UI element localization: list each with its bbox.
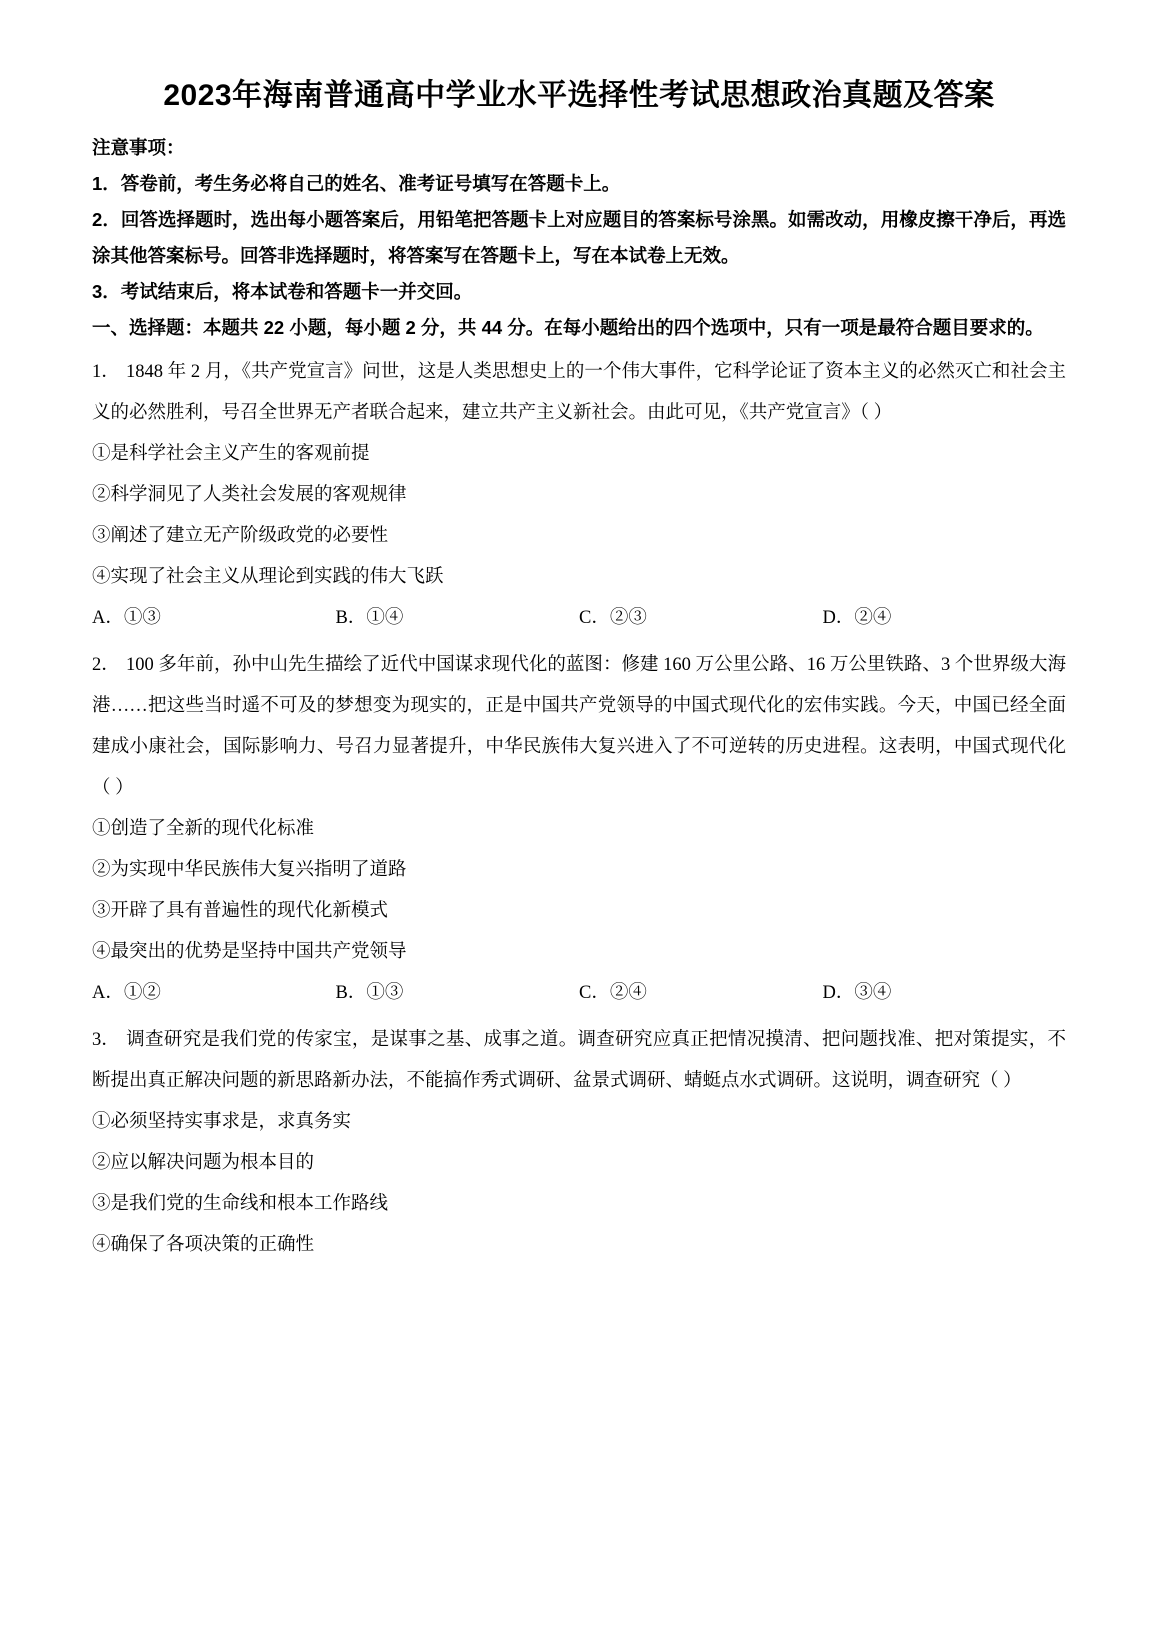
question-stem bbox=[92, 1020, 1066, 1102]
question-number: 1． bbox=[92, 362, 120, 382]
choice-d: D．②④ bbox=[822, 608, 892, 628]
choice-a: A．①② bbox=[92, 983, 161, 1003]
question-option: ②科学洞见了人类社会发展的客观规律 bbox=[92, 485, 407, 505]
question-option: ①创造了全新的现代化标准 bbox=[92, 819, 315, 839]
choice-d: D．③④ bbox=[822, 983, 892, 1003]
question-option: ②为实现中华民族伟大复兴指明了道路 bbox=[92, 860, 407, 880]
page-title: 2023年海南普通高中学业水平选择性考试思想政治真题及答案 bbox=[163, 79, 995, 112]
question-choices bbox=[92, 598, 1066, 639]
question-number: 3． bbox=[92, 1030, 120, 1050]
notice-item-2: 2．回答选择题时，选出每小题答案后，用铅笔把答题卡上对应题目的答案标号涂黑。如需改动，用橡皮擦干净后，再选涂其他答案标号。回答非选择题时，将答案写在答题卡上，写在本试卷上无效。 bbox=[92, 209, 1066, 266]
question-option: ③阐述了建立无产阶级政党的必要性 bbox=[92, 526, 389, 546]
notice-item-3: 3．考试结束后，将本试卷和答题卡一并交回。 bbox=[92, 281, 473, 302]
choice-b: B．①③ bbox=[335, 983, 404, 1003]
question-option: ④实现了社会主义从理论到实践的伟大飞跃 bbox=[92, 567, 444, 587]
question-option: ③开辟了具有普遍性的现代化新模式 bbox=[92, 901, 389, 921]
question-text: 1848 年 2 月，《共产党宣言》问世，这是人类思想史上的一个伟大事件，它科学论证了资本主义的必然灭亡和社会主义的必然胜利，号召全世界无产者联合起来，建立共产主义新社会。由此可见，《共产党宣言》（ ） bbox=[92, 362, 1066, 423]
notice-heading: 注意事项： bbox=[92, 137, 185, 158]
question-option: ①必须坚持实事求是，求真务实 bbox=[92, 1112, 352, 1132]
choice-c: C．②④ bbox=[579, 983, 647, 1003]
question-choices bbox=[92, 973, 1066, 1014]
choice-b: B．①④ bbox=[335, 608, 404, 628]
question-text: 调查研究是我们党的传家宝，是谋事之基、成事之道。调查研究应真正把情况摸清、把问题找准、把对策提实，不断提出真正解决问题的新思路新办法，不能搞作秀式调研、盆景式调研、蜻蜓点水式调研。这说明，调查研究（ ） bbox=[92, 1030, 1066, 1091]
question-option: ④确保了各项决策的正确性 bbox=[92, 1235, 315, 1255]
question-option: ②应以解决问题为根本目的 bbox=[92, 1153, 315, 1173]
question-text: 100 多年前，孙中山先生描绘了近代中国谋求现代化的蓝图：修建 160 万公里公路、16 万公里铁路、3 个世界级大海港……把这些当时遥不可及的梦想变为现实的，正是中国共产党领导的中国式现代化的宏伟实践。今天，中国已经全面建成小康社会，国际影响力、号召力显著提升，中华民族伟大复兴进入了不可逆转的历史进程。这表明，中国式现代化（ ） bbox=[92, 655, 1066, 798]
notice-item-1: 1．答卷前，考生务必将自己的姓名、准考证号填写在答题卡上。 bbox=[92, 173, 621, 194]
question-stem bbox=[92, 645, 1066, 809]
question-option: ④最突出的优势是坚持中国共产党领导 bbox=[92, 942, 407, 962]
section-heading: 一、选择题：本题共 22 小题，每小题 2 分，共 44 分。在每小题给出的四个选项中，只有一项是最符合题目要求的。 bbox=[92, 317, 1044, 338]
choice-a: A．①③ bbox=[92, 608, 161, 628]
question-stem bbox=[92, 352, 1066, 434]
question-number: 2． bbox=[92, 655, 120, 675]
choice-c: C．②③ bbox=[579, 608, 647, 628]
question-option: ①是科学社会主义产生的客观前提 bbox=[92, 444, 370, 464]
question-option: ③是我们党的生命线和根本工作路线 bbox=[92, 1194, 389, 1214]
